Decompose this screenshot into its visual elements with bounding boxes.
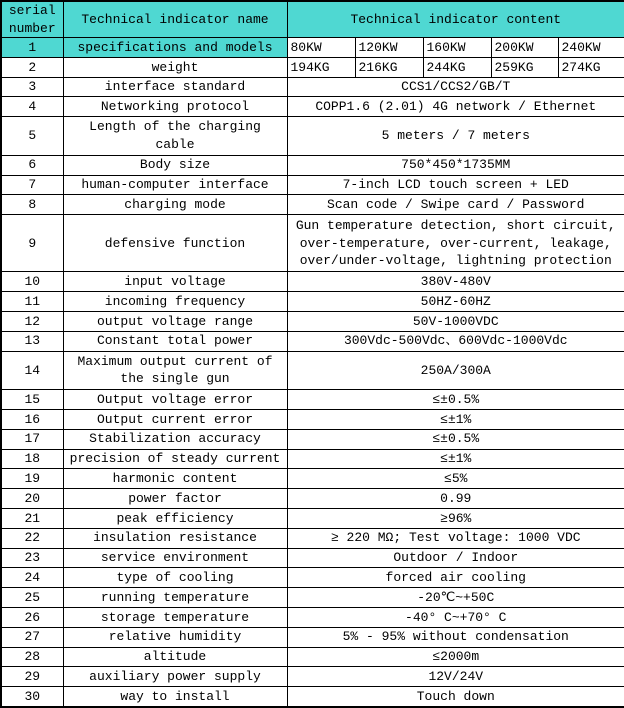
serial-cell: 1 (1, 38, 63, 58)
model-value-cell: 80KW (287, 38, 355, 58)
table-row (1, 429, 624, 449)
serial-cell: 13 (1, 331, 63, 351)
table-row (1, 77, 624, 97)
indicator-content-cell: 50HZ-60HZ (287, 292, 624, 312)
serial-cell: 7 (1, 175, 63, 195)
indicator-name-cell: Networking protocol (63, 97, 287, 117)
model-value-cell: 120KW (355, 38, 423, 58)
indicator-content-cell: CCS1/CCS2/GB/T (287, 77, 624, 97)
table-row (1, 548, 624, 568)
indicator-name-cell: specifications and models (63, 38, 287, 58)
table-row (1, 390, 624, 410)
header-indicator-name: Technical indicator name (63, 1, 287, 38)
table-row (1, 57, 624, 77)
serial-cell: 30 (1, 687, 63, 707)
table-row (1, 489, 624, 509)
serial-cell: 2 (1, 57, 63, 77)
indicator-content-cell: 300Vdc-500Vdc、600Vdc-1000Vdc (287, 331, 624, 351)
table-row (1, 647, 624, 667)
serial-cell: 24 (1, 568, 63, 588)
indicator-name-cell: auxiliary power supply (63, 667, 287, 687)
model-value-cell: 200KW (491, 38, 558, 58)
indicator-name-cell: output voltage range (63, 312, 287, 332)
indicator-name-cell: input voltage (63, 272, 287, 292)
indicator-content-cell: 250A/300A (287, 351, 624, 390)
serial-cell: 9 (1, 215, 63, 272)
indicator-name-cell: Output voltage error (63, 390, 287, 410)
indicator-name-cell: weight (63, 57, 287, 77)
serial-cell: 21 (1, 508, 63, 528)
table-row (1, 97, 624, 117)
table-row (1, 272, 624, 292)
table-row (1, 568, 624, 588)
serial-cell: 14 (1, 351, 63, 390)
table-row (1, 117, 624, 156)
indicator-content-cell: Touch down (287, 687, 624, 707)
indicator-content-cell: -40° C~+70° C (287, 607, 624, 627)
indicator-content-cell: forced air cooling (287, 568, 624, 588)
indicator-content-cell: 380V-480V (287, 272, 624, 292)
indicator-name-cell: running temperature (63, 588, 287, 608)
indicator-content-cell: 7-inch LCD touch screen + LED (287, 175, 624, 195)
table-row (1, 627, 624, 647)
serial-cell: 8 (1, 195, 63, 215)
indicator-name-cell: Length of the charging cable (63, 117, 287, 156)
indicator-content-cell: ≤±0.5% (287, 429, 624, 449)
indicator-name-cell: human-computer interface (63, 175, 287, 195)
indicator-name-cell: type of cooling (63, 568, 287, 588)
indicator-name-cell: power factor (63, 489, 287, 509)
spec-table-body (1, 38, 624, 707)
indicator-name-cell: precision of steady current (63, 449, 287, 469)
indicator-content-cell: Gun temperature detection, short circuit, over-temperature, over-current, leakage, over/under-voltage, lightning protection (287, 215, 624, 272)
serial-cell: 19 (1, 469, 63, 489)
indicator-content-cell: 50V-1000VDC (287, 312, 624, 332)
table-row (1, 351, 624, 390)
model-value-cell: 274KG (558, 57, 624, 77)
header-row (1, 1, 624, 38)
table-row (1, 528, 624, 548)
serial-cell: 3 (1, 77, 63, 97)
serial-cell: 18 (1, 449, 63, 469)
model-value-cell: 160KW (423, 38, 491, 58)
indicator-content-cell: COPP1.6 (2.01) 4G network / Ethernet (287, 97, 624, 117)
table-row (1, 687, 624, 707)
indicator-content-cell: ≤2000m (287, 647, 624, 667)
serial-cell: 26 (1, 607, 63, 627)
indicator-name-cell: insulation resistance (63, 528, 287, 548)
table-row (1, 215, 624, 272)
table-row (1, 195, 624, 215)
indicator-content-cell: 12V/24V (287, 667, 624, 687)
indicator-name-cell: Output current error (63, 409, 287, 429)
table-row (1, 155, 624, 175)
table-row (1, 607, 624, 627)
serial-cell: 5 (1, 117, 63, 156)
serial-cell: 28 (1, 647, 63, 667)
table-row (1, 508, 624, 528)
indicator-content-cell: ≥ 220 MΩ; Test voltage: 1000 VDC (287, 528, 624, 548)
table-row (1, 331, 624, 351)
table-row (1, 449, 624, 469)
serial-cell: 15 (1, 390, 63, 410)
serial-cell: 25 (1, 588, 63, 608)
indicator-content-cell: Outdoor / Indoor (287, 548, 624, 568)
indicator-name-cell: incoming frequency (63, 292, 287, 312)
indicator-content-cell: 5 meters / 7 meters (287, 117, 624, 156)
serial-cell: 17 (1, 429, 63, 449)
table-row (1, 588, 624, 608)
indicator-content-cell: 0.99 (287, 489, 624, 509)
indicator-name-cell: Constant total power (63, 331, 287, 351)
indicator-name-cell: defensive function (63, 215, 287, 272)
indicator-content-cell: ≤±0.5% (287, 390, 624, 410)
indicator-content-cell: ≤5% (287, 469, 624, 489)
model-value-cell: 259KG (491, 57, 558, 77)
indicator-content-cell: ≤±1% (287, 409, 624, 429)
table-row (1, 667, 624, 687)
model-value-cell: 244KG (423, 57, 491, 77)
serial-cell: 12 (1, 312, 63, 332)
indicator-name-cell: peak efficiency (63, 508, 287, 528)
indicator-content-cell: ≤±1% (287, 449, 624, 469)
serial-cell: 27 (1, 627, 63, 647)
table-row (1, 409, 624, 429)
indicator-name-cell: way to install (63, 687, 287, 707)
indicator-content-cell: 750*450*1735MM (287, 155, 624, 175)
header-indicator-content: Technical indicator content (287, 1, 624, 38)
indicator-name-cell: harmonic content (63, 469, 287, 489)
model-value-cell: 240KW (558, 38, 624, 58)
serial-cell: 6 (1, 155, 63, 175)
indicator-name-cell: service environment (63, 548, 287, 568)
indicator-name-cell: Stabilization accuracy (63, 429, 287, 449)
indicator-content-cell: 5% - 95% without condensation (287, 627, 624, 647)
indicator-content-cell: ≥96% (287, 508, 624, 528)
indicator-name-cell: Body size (63, 155, 287, 175)
table-row (1, 312, 624, 332)
serial-cell: 10 (1, 272, 63, 292)
indicator-content-cell: Scan code / Swipe card / Password (287, 195, 624, 215)
table-row (1, 175, 624, 195)
serial-cell: 16 (1, 409, 63, 429)
serial-cell: 20 (1, 489, 63, 509)
serial-cell: 29 (1, 667, 63, 687)
model-value-cell: 194KG (287, 57, 355, 77)
indicator-name-cell: charging mode (63, 195, 287, 215)
serial-cell: 22 (1, 528, 63, 548)
table-row (1, 38, 624, 58)
header-serial-number: serial number (1, 1, 63, 38)
indicator-name-cell: relative humidity (63, 627, 287, 647)
table-row (1, 292, 624, 312)
serial-cell: 4 (1, 97, 63, 117)
indicator-name-cell: Maximum output current of the single gun (63, 351, 287, 390)
indicator-name-cell: interface standard (63, 77, 287, 97)
model-value-cell: 216KG (355, 57, 423, 77)
serial-cell: 11 (1, 292, 63, 312)
indicator-content-cell: -20℃~+50C (287, 588, 624, 608)
indicator-name-cell: altitude (63, 647, 287, 667)
serial-cell: 23 (1, 548, 63, 568)
indicator-name-cell: storage temperature (63, 607, 287, 627)
table-row (1, 469, 624, 489)
